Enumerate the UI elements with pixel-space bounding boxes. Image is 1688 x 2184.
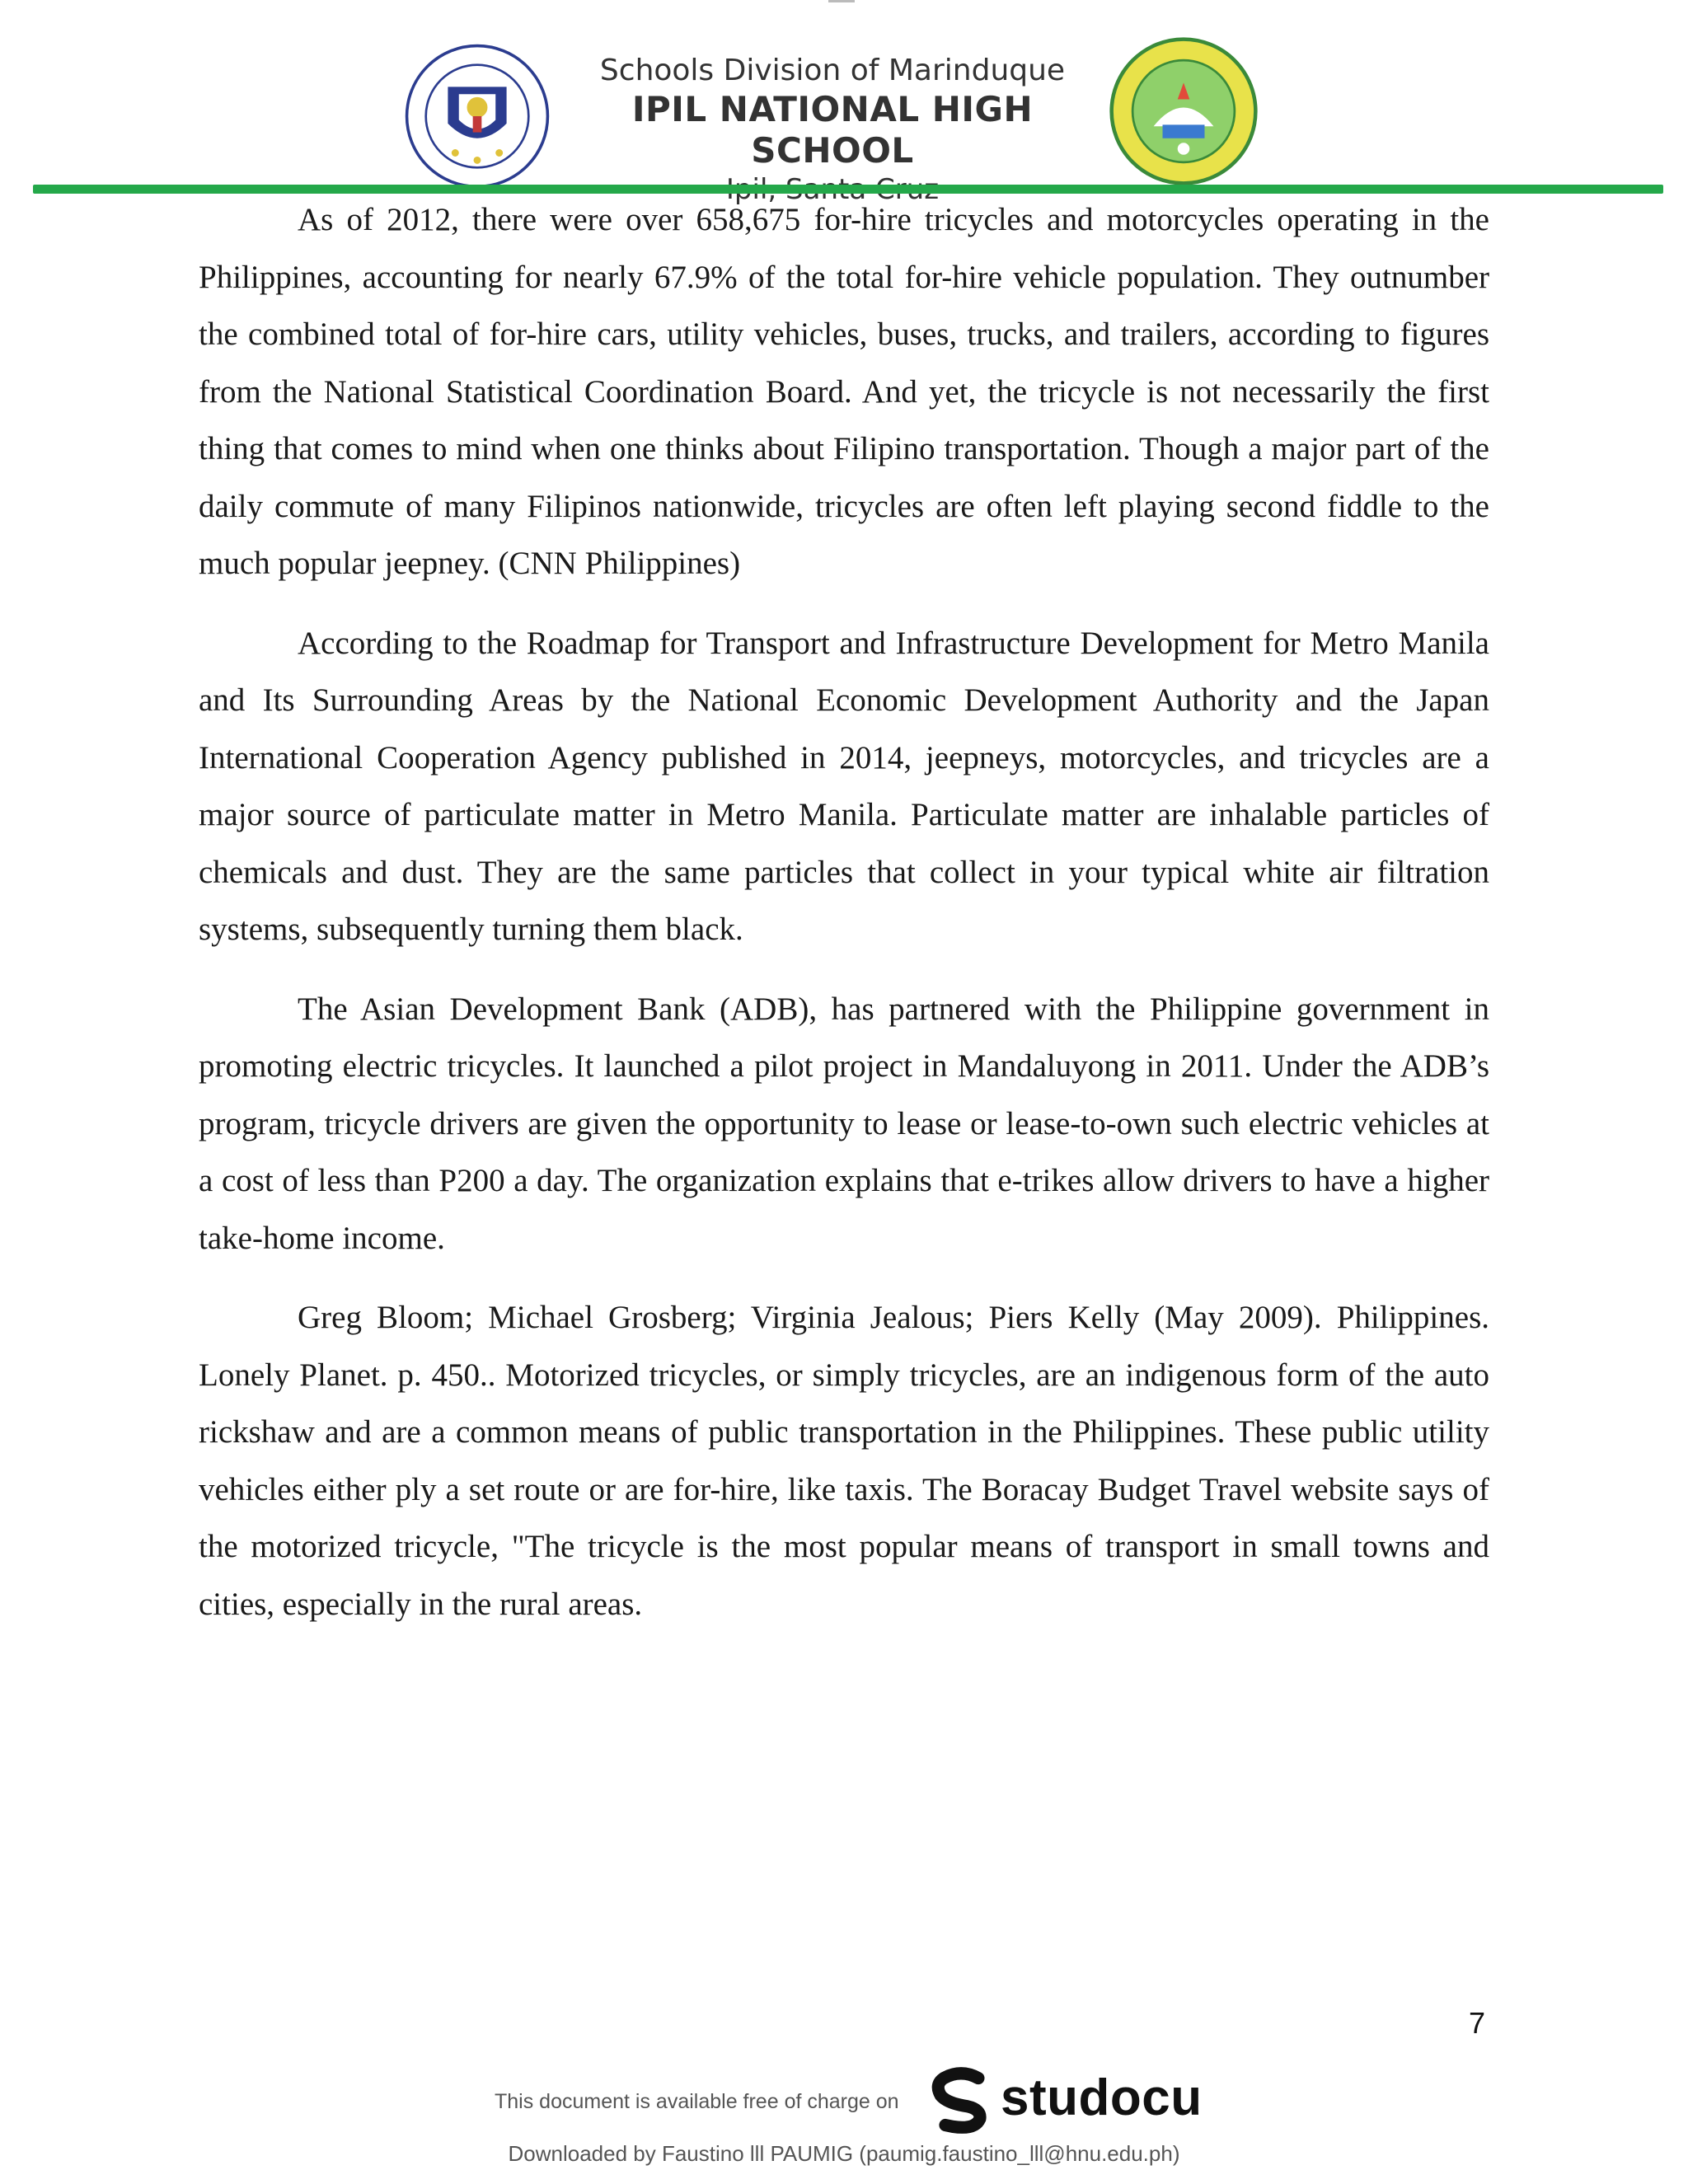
division-name: Schools Division of Marinduque xyxy=(599,54,1066,87)
paragraph-4: Greg Bloom; Michael Grosberg; Virginia Jealous; Piers Kelly (May 2009). Philippines. Lonely Planet. p. 450.. Motorized tricycles, or simply tricycles, are an indigenous form of the auto rickshaw and are a common means of public transportation in the Philippines. These public utility vehicles either ply a set route or are for-hire, like taxis. The Boracay Budget Travel website says of the motorized tricycle, "The tricycle is the most popular means of transport in small towns and cities, especially in the rural areas. xyxy=(199,1300,1489,1622)
paragraph-2: According to the Roadmap for Transport and Infrastructure Development for Metro Manila and Its Surrounding Areas by the National Economic Development Authority and the Japan International Cooperation Agency published in 2014, jeepneys, motorcycles, and tricycles are a major source of particulate matter in Metro Manila. Particulate matter are inhalable particles of chemicals and dust. They are the same particles that collect in your typical white air filtration systems, subsequently turning them black. xyxy=(199,625,1489,947)
page-number: 7 xyxy=(1469,2006,1486,2040)
paragraph-3: The Asian Development Bank (ADB), has partnered with the Philippine government in promoting electric tricycles. It launched a pilot project in Mandaluyong in 2011. Under the ADB’s program, tricycle drivers are given the opportunity to lease or lease-to-own such electric vehicles at a cost of less than P200 a day. The organization explains that e-trikes allow drivers to have a higher take-home income. xyxy=(199,991,1489,1256)
deped-seal-logo xyxy=(404,43,551,190)
paragraph-1: As of 2012, there were over 658,675 for-hire tricycles and motorcycles operating in the Philippines, accounting for nearly 67.9% of the total for-hire vehicle population. They outnumber the combined total of for-hire cars, utility vehicles, buses, trucks, and trailers, according to figures from the National Statistical Coordination Board. And yet, the tricycle is not necessarily the first thing that comes to mind when one thinks about Filipino transportation. Though a major part of the daily commute of many Filipinos nationwide, tricycles are often left playing second fiddle to the much popular jeepney. (CNN Philippines) xyxy=(199,202,1489,581)
download-attribution: Downloaded by Faustino lll PAUMIG (paumig.faustino_lll@hnu.edu.ph) xyxy=(508,2141,1180,2166)
letterhead xyxy=(0,0,1688,190)
school-seal-logo xyxy=(1109,36,1259,186)
school-name: IPIL NATIONAL HIGH SCHOOL xyxy=(631,89,1034,171)
availability-notice: This document is available free of charge on xyxy=(495,2090,899,2113)
studocu-logo-icon[interactable] xyxy=(930,2067,992,2138)
body-text xyxy=(199,191,1489,1655)
studocu-brand[interactable]: studocu xyxy=(1001,2069,1203,2126)
